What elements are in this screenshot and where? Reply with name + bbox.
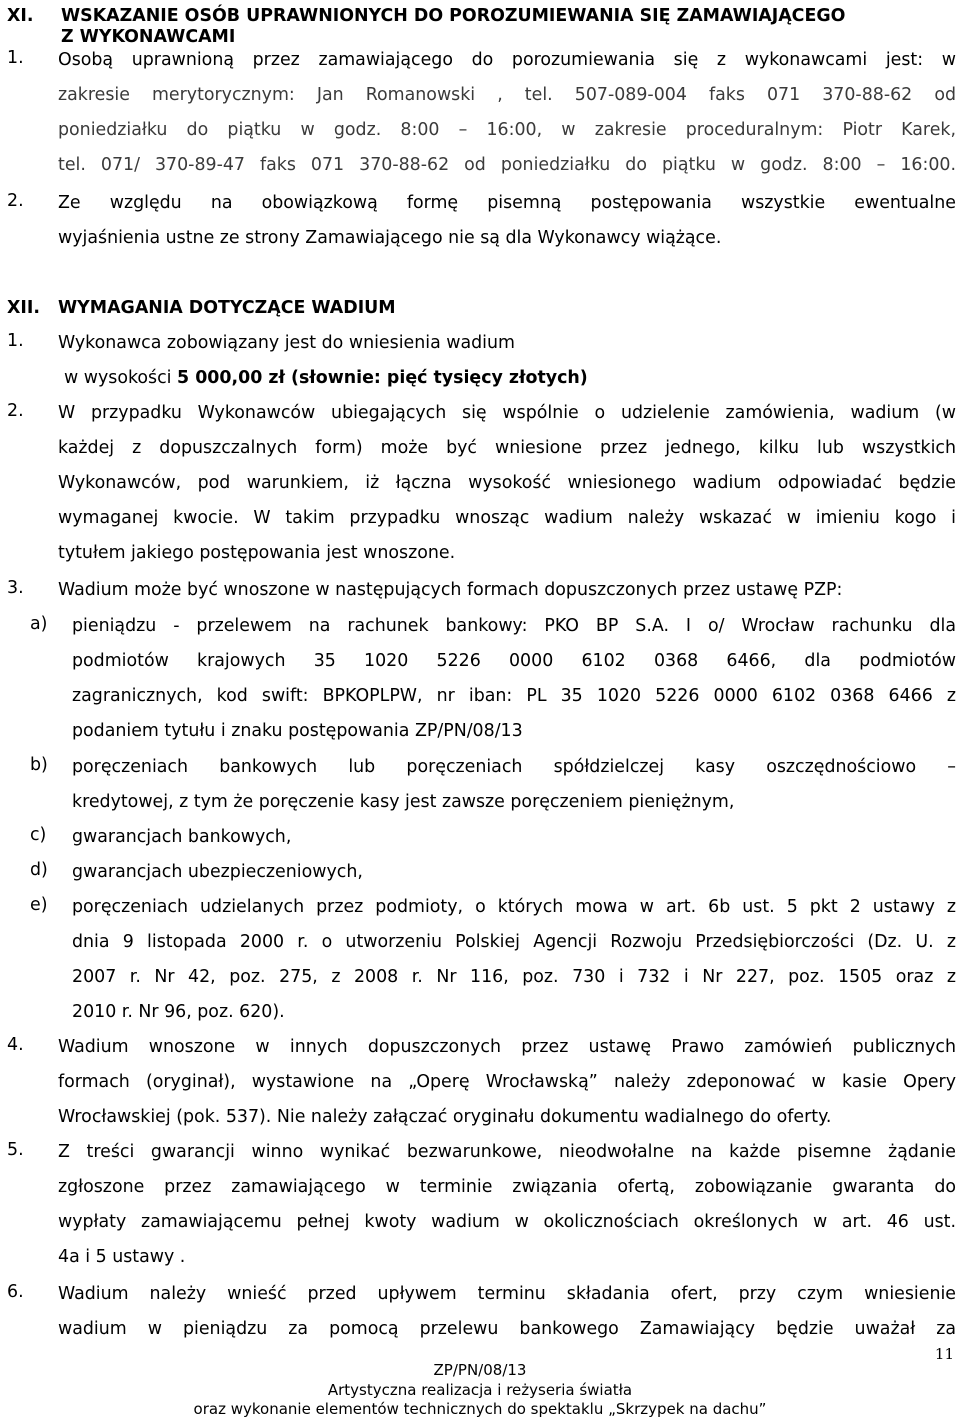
text-line: gwarancjach ubezpieczeniowych, [72, 862, 363, 882]
text-line: Wrocławskiej (pok. 537). Nie należy załączać oryginału dokumentu wadialnego do oferty. [58, 1107, 832, 1127]
text-line: wadium w pieniądzu za pomocą przelewu bankowego Zamawiający będzie uważał za [58, 1319, 956, 1339]
item-number: 2. [7, 401, 24, 421]
text-line: podaniem tytułu i znaku postępowania ZP/PN/08/13 [72, 721, 523, 741]
section-xi-title-line2: Z WYKONAWCAMI [61, 27, 236, 47]
text-line: tytułem jakiego postępowania jest wnoszone. [58, 543, 456, 563]
text-line: Wadium wnoszone w innych dopuszczonych przez ustawę Prawo zamówień publicznych [58, 1037, 956, 1057]
text-line: Wykonawców, pod warunkiem, iż łączna wysokość wniesionego wadium odpowiadać będzie [58, 473, 956, 493]
item-letter: e) [30, 895, 48, 915]
amount-prefix: w wysokości [64, 368, 178, 388]
text-line: tel. 071/ 370-89-47 faks 071 370-88-62 od poniedziałku do piątku w godz. 8:00 – 16:00. [58, 155, 956, 175]
item-number: 5. [7, 1140, 24, 1160]
text-line: kredytowej, z tym że poręczenie kasy jest zawsze poręczeniem pieniężnym, [72, 792, 735, 812]
wadium-amount-line [58, 366, 956, 401]
text-line: W przypadku Wykonawców ubiegających się wspólnie o udzielenie zamówienia, wadium (w [58, 403, 956, 423]
footer-line-3: oraz wykonanie elementów technicznych do spektaklu „Skrzypek na dachu” [193, 1400, 767, 1418]
text-line: wypłaty zamawiającemu pełnej kwoty wadium w okolicznościach określonych w art. 46 ust. [58, 1212, 956, 1232]
text-line: Wadium należy wnieść przed upływem terminu składania ofert, przy czym wniesienie [58, 1284, 956, 1304]
text-line: podmiotów krajowych 35 1020 5226 0000 6102 0368 6466, dla podmiotów [72, 651, 956, 671]
text-line: 4a i 5 ustawy . [58, 1247, 186, 1267]
page-number: 11 [934, 1345, 954, 1363]
amount-value: 5 000,00 zł (słownie: pięć tysięcy złotych) [177, 368, 588, 388]
section-xii-title: WYMAGANIA DOTYCZĄCE WADIUM [58, 298, 396, 318]
text-line: 2010 r. Nr 96, poz. 620). [72, 1002, 285, 1022]
text-line: Wadium może być wnoszone w następujących formach dopuszczonych przez ustawę PZP: [58, 580, 843, 600]
text-line: poniedziałku do piątku w godz. 8:00 – 16:00, w zakresie proceduralnym: Piotr Karek, [58, 120, 956, 140]
footer-code: ZP/PN/08/13 [433, 1361, 527, 1379]
text-line: Wykonawca zobowiązany jest do wniesienia wadium [58, 333, 515, 353]
text-line: Ze względu na obowiązkową formę pisemną postępowania wszystkie ewentualne [58, 193, 956, 213]
section-xi-heading [7, 6, 845, 26]
text-line: 2007 r. Nr 42, poz. 275, z 2008 r. Nr 116, poz. 730 i 732 i Nr 227, poz. 1505 oraz z [72, 967, 956, 987]
item-number: 6. [7, 1282, 24, 1302]
section-xi-label: XI. [7, 6, 34, 26]
item-letter: c) [30, 825, 47, 845]
item-number: 1. [7, 48, 24, 68]
text-line: dnia 9 listopada 2000 r. o utworzeniu Polskiej Agencji Rozwoju Przedsiębiorczości (Dz. U. z [72, 932, 956, 952]
text-line: poręczeniach bankowych lub poręczeniach spółdzielczej kasy oszczędnościowo – [72, 757, 956, 777]
text-line: zakresie merytorycznym: Jan Romanowski , tel. 507-089-004 faks 071 370-88-62 od [58, 85, 956, 105]
text-line: pieniądzu - przelewem na rachunek bankowy: PKO BP S.A. I o/ Wrocław rachunku dla [72, 616, 956, 636]
footer-line-2: Artystyczna realizacja i reżyseria światła [327, 1381, 633, 1399]
text-line: każdej z dopuszczalnych form) może być wniesione przez jednego, kilku lub wszystkich [58, 438, 956, 458]
text-line: wyjaśnienia ustne ze strony Zamawiającego nie są dla Wykonawcy wiążące. [58, 228, 722, 248]
item-number: 3. [7, 578, 24, 598]
text-line: zagranicznych, kod swift: BPKOPLPW, nr iban: PL 35 1020 5226 0000 6102 0368 6466 z [72, 686, 956, 706]
item-letter: b) [30, 755, 48, 775]
item-letter: d) [30, 860, 48, 880]
text-line: formach (oryginał), wystawione na „Operę Wrocławską” należy zdeponować w kasie Opery [58, 1072, 956, 1092]
section-xii-label: XII. [7, 298, 40, 318]
text-line: gwarancjach bankowych, [72, 827, 292, 847]
item-letter: a) [30, 614, 48, 634]
item-number: 1. [7, 331, 24, 351]
section-xii-heading [7, 298, 396, 318]
text-line: Osobą uprawnioną przez zamawiającego do porozumiewania się z wykonawcami jest: w [58, 50, 956, 70]
text-line: wymaganej kwocie. W takim przypadku wnosząc wadium należy wskazać w imieniu kogo i [58, 508, 956, 528]
text-line: poręczeniach udzielanych przez podmioty, o których mowa w art. 6b ust. 5 pkt 2 ustawy z [72, 897, 956, 917]
section-xi-title-line1: WSKAZANIE OSÓB UPRAWNIONYCH DO POROZUMIEWANIA SIĘ ZAMAWIAJĄCEGO [61, 6, 846, 26]
text-line: Z treści gwarancji winno wynikać bezwarunkowe, nieodwołalne na każde pisemne żądanie [58, 1142, 956, 1162]
item-number: 2. [7, 191, 24, 211]
item-number: 4. [7, 1035, 24, 1055]
text-line: zgłoszone przez zamawiającego w terminie związania ofertą, zobowiązanie gwaranta do [58, 1177, 956, 1197]
